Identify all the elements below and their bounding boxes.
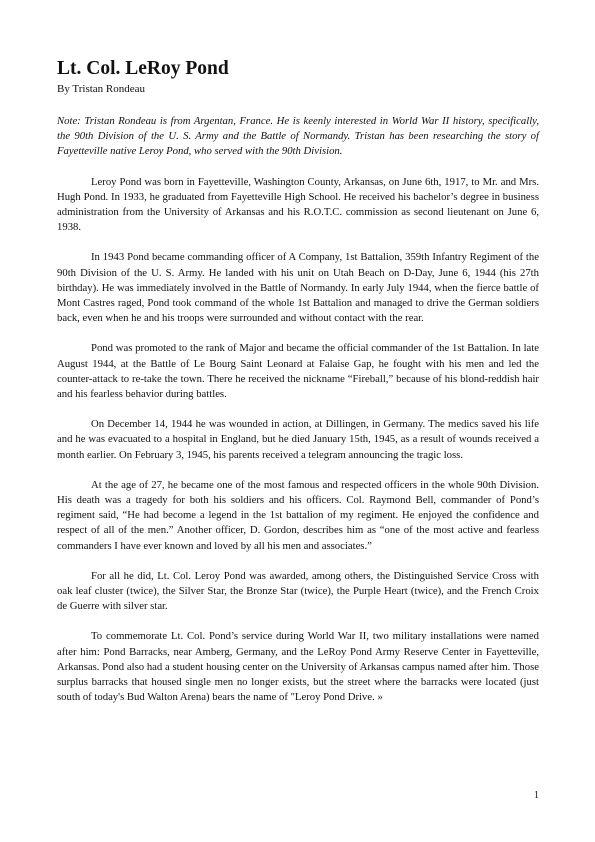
paragraph: To commemorate Lt. Col. Pond’s service during World War II, two military installations were named after him: Pond Barracks, near Amberg, Germany, and the LeRoy Pond Army Reserve Center in Fayetteville, Arkansas. Pond also had a student housing center on the University of Arkansas campus named after him. Those surplus barracks that housed single men no longer exists, but the street where the barracks were located (just south of today's Bud Walton Arena) bears the name of "Leroy Pond Drive. » [57,630,539,704]
author-note: Note: Tristan Rondeau is from Argentan, France. He is keenly interested in World War II history, specifically, the 90th Division of the U. S. Army and the Battle of Normandy. Tristan has been researching the story of Fayetteville native Leroy Pond, who served with the 90th Division. [57,115,539,158]
paragraph: In 1943 Pond became commanding officer of A Company, 1st Battalion, 359th Infantry Regiment of the 90th Division of the U. S. Army. He landed with his unit on Utah Beach on D-Day, June 6, 1944 (his 27th birthday). He was immediately involved in the Battle of Normandy. In early July 1944, when the fierce battle of Mont Castres raged, Pond took command of the whole 1st Battalion and managed to drive the German soldiers back, even when he and his troops were surrounded and without contact with the rear. [57,251,539,325]
paragraph: For all he did, Lt. Col. Leroy Pond was awarded, among others, the Distinguished Service Cross with oak leaf cluster (twice), the Silver Star, the Bronze Star (twice), the Purple Heart (twice), and the French Croix de Guerre with silver star. [57,569,539,613]
paragraph: Leroy Pond was born in Fayetteville, Washington County, Arkansas, on June 6th, 1917, to Mr. and Mrs. Hugh Pond. In 1933, he graduated from Fayetteville High School. He received his bachelor’s degree in business administration from the University of Arkansas and his R.O.T.C. commission as second lieutenant on June 6, 1938. [57,175,539,234]
article-body [57,58,539,706]
paragraph: At the age of 27, he became one of the most famous and respected officers in the whole 90th Division. His death was a tragedy for both his soldiers and his officers. Col. Raymond Bell, commander of Pond’s regiment said, “He had become a legend in the 1st battalion of my regiment. He enjoyed the confidence and respect of all of the men.” Another officer, D. Gordon, describes him as “one of the most active and fearless commanders I have ever known and loved by all his men and associates.” [57,478,539,552]
page-number: 1 [534,790,539,801]
article-title: Lt. Col. LeRoy Pond [57,58,229,79]
paragraph: Pond was promoted to the rank of Major and became the official commander of the 1st Battalion. In late August 1944, at the Battle of Le Bourg Saint Leonard at Falaise Gap, he fought with his men and led the counter-attack to re-take the town. There he received the nickname “Fireball,” because of his blond-reddish hair and his fearless behavior during battles. [57,342,539,401]
paragraph: On December 14, 1944 he was wounded in action, at Dillingen, in Germany. The medics saved his life and he was evacuated to a hospital in England, but he died January 15th, 1945, as a result of wounds received a month earlier. On February 3, 1945, his parents received a telegram announcing the tragic loss. [57,418,539,461]
byline: By Tristan Rondeau [57,83,146,95]
